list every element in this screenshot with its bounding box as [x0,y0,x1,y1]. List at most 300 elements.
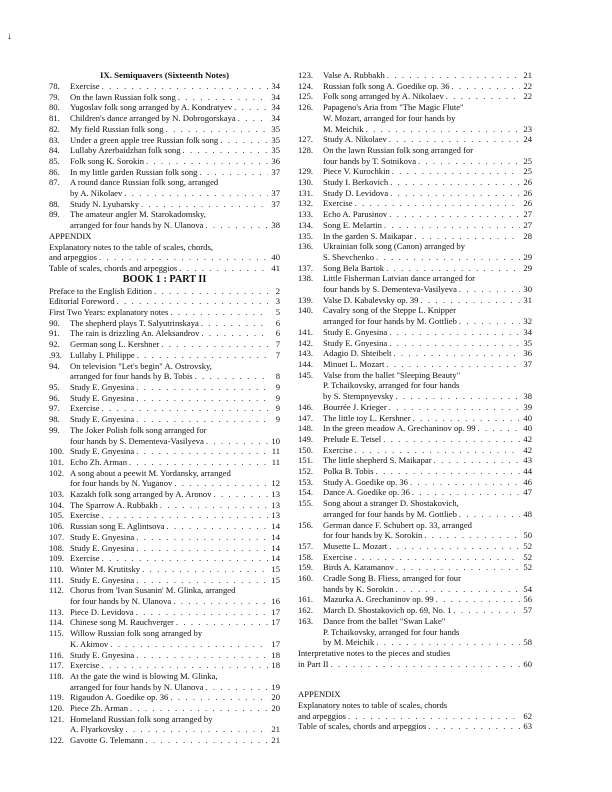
dot-leader [145,735,268,746]
entry-number: 142. [298,337,314,348]
dot-leader [102,660,268,671]
toc-right-column [298,70,532,732]
dot-leader [410,477,520,488]
entry-title [323,70,385,81]
entry-number: 95. [49,381,60,392]
plain-line: Interpretative notes to the pieces and studies [298,647,451,658]
page-number: 46 [523,476,532,487]
page-number: 21 [523,70,532,80]
entry-number: 163. [298,615,314,626]
entry-title [70,532,134,543]
entry-continuation: hands by K. Sorokin [323,583,394,594]
plain-line: First Two Years: explanatory notes [49,307,169,318]
dot-leader [102,403,268,414]
toc-left-column [49,70,280,746]
entry-title [70,135,218,146]
entry-title-main: Minuet L. Mozart [323,358,385,369]
dot-leader [389,338,520,349]
entry-number: 89. [49,209,60,220]
entry-title [70,468,231,479]
page-number: 26 [523,187,532,198]
toc-line [49,188,280,199]
entry-title-main: Valse D. Kabalevsky op. 39 [323,294,419,305]
page-number: 54 [523,583,532,594]
entry-title-main: Little Fisherman Latvian dance arranged for [323,273,475,284]
toc-entry [298,541,532,552]
page-number: 20 [271,703,280,714]
entry-number: 107. [49,531,65,542]
entry-title [70,318,199,329]
entry-number: 160. [298,573,314,584]
toc-entry [49,543,280,554]
entry-number: 88. [49,198,60,209]
entry-number: 146. [298,401,314,412]
toc-line [298,380,532,391]
entry-title-main: Echo A. Parusinov [323,209,388,220]
toc-line [298,252,532,263]
entry-number: 106. [49,521,65,532]
dot-leader [124,188,268,199]
page-number: 35 [271,123,280,134]
plain-line: Explanatory notes to table of scales, chords [298,700,448,711]
dot-leader [102,81,268,92]
dot-leader [136,446,268,457]
page-number: 13 [271,489,280,500]
entry-title [70,113,236,124]
toc-line [298,156,532,167]
dot-leader [136,543,268,554]
entry-title [323,359,384,370]
entry-number: 150. [298,444,314,455]
entry-title-rest: arranged by N. Dobrogorskaya [127,113,236,124]
toc-line [49,436,280,447]
dot-leader [415,231,521,242]
page-number: 28 [523,230,532,241]
dot-leader [434,455,520,466]
dot-leader [205,220,268,231]
entry-number: 96. [49,392,60,403]
plain-line: and arpeggios [49,252,97,263]
page-number: 14 [271,553,280,564]
toc-entry [49,92,280,103]
page-number: 34 [271,102,280,113]
entry-continuation: for four hands by N. Ulanova [70,596,172,607]
toc-entry [49,489,280,500]
dot-leader [395,391,520,402]
page-number: 40 [523,412,532,423]
page-number: 62 [523,710,532,721]
entry-number: 118. [49,670,64,681]
page-number: 42 [523,444,532,455]
dot-leader [453,605,520,616]
entry-number: 82. [49,123,60,134]
entry-title-main: Rigaudon A. Goedike op. 36 [70,692,169,703]
entry-title [70,167,197,178]
entry-number: 137. [298,262,314,273]
entry-number: 102. [49,467,65,478]
page-number: 15 [271,563,280,574]
dot-leader [386,359,520,370]
toc-entry [49,521,280,532]
entry-title-main: The amateur angler M. Starokadomsky, [70,209,206,220]
page-number: 34 [271,113,280,124]
entry-title [323,177,388,188]
toc-line [298,721,532,732]
page-number: 29 [523,251,532,262]
section-heading: BOOK 1 : PART II [122,273,207,285]
entry-title [323,573,461,584]
dot-leader [452,81,520,92]
entry-number: 92. [49,339,60,350]
entry-title [323,91,444,102]
entry-number: 158. [298,551,314,562]
plain-line: in Part II [298,658,329,669]
entry-number: 84. [49,145,60,156]
entry-title-main: Exercise [323,198,353,209]
dot-leader [383,434,520,445]
entry-title-main: Exercise [323,444,353,455]
entry-title-main: Valse A. Rubbakh [323,70,385,80]
page-number: 27 [523,219,532,230]
entry-title-main: Study N. Lyubarsky [70,198,139,209]
page-number: 12 [271,478,280,489]
entry-number: 149. [298,433,314,444]
dot-leader [389,402,520,413]
entry-title-main: Study E. Gnyesina [70,392,135,403]
plain-line: Editorial Foreword [49,296,115,307]
dot-leader [137,350,268,361]
page-number: 16 [271,596,280,607]
entry-title [323,305,456,316]
entry-title [70,575,134,586]
toc-entry [298,434,532,445]
page-number: 42 [523,433,532,444]
entry-title [323,81,450,92]
entry-title-main: Cradle Song B. Fliess, arranged for four [323,573,461,584]
entry-title [323,338,387,349]
dot-leader [136,414,268,425]
dot-leader [394,348,520,359]
entry-number: 113. [49,606,64,617]
entry-number: 110. [49,563,64,574]
toc-entry [49,671,280,682]
spacer [298,669,532,679]
toc-entry [298,423,532,434]
toc-entry [49,81,280,92]
page-number: 9 [275,381,280,392]
entry-number: 103. [49,489,65,500]
dot-leader [389,541,520,552]
entry-continuation: arranged for four hands by B. Tobis [70,371,193,382]
toc-line [298,391,532,402]
dot-leader [179,263,268,274]
page-number: 24 [523,134,532,145]
entry-number: 99. [49,424,60,435]
toc-entry [49,393,280,404]
dot-leader [392,166,520,177]
entry-number: 90. [49,317,60,328]
page-number: 38 [271,220,280,231]
page-number: 52 [523,551,532,562]
toc-entry [49,167,280,178]
entry-number: 119. [49,692,64,703]
entry-title [323,562,394,573]
dot-leader [167,521,268,532]
dot-leader [418,156,520,167]
dot-leader [355,198,520,209]
entry-title-main: In my little garden Russian folk song [70,166,198,177]
page-number: 3 [275,296,280,307]
page-number: 38 [523,391,532,402]
entry-continuation: arranged for four hands by N. Ulanova [70,220,204,231]
entry-title-main: Song Bela Bartok [323,262,385,273]
toc-entry [49,575,280,586]
entry-title [70,361,212,372]
page-number: 60 [523,658,532,669]
toc-entry [49,339,280,350]
entry-title-main: Study E. Gnyesina [70,542,135,553]
entry-title [70,124,164,135]
entry-title [323,498,459,509]
entry-continuation: by M. Meichik [323,637,375,648]
dot-leader [428,721,520,732]
toc-entry [298,177,532,188]
toc-entry [298,273,532,284]
dot-leader [348,711,520,722]
toc-entry [49,500,280,511]
entry-title-main: Study I. Berkovich [323,177,389,188]
entry-continuation: four hands by S. Dementeva-Vasilyeva [70,435,204,446]
toc-line [298,124,532,135]
page-number: 58 [523,637,532,648]
toc-entry [298,413,532,424]
toc-entry [49,457,280,468]
entry-title [70,543,134,554]
plain-line: APPENDIX [49,230,92,241]
toc-entry [298,166,532,177]
page-number: 17 [271,638,280,649]
dot-leader [174,478,268,489]
entry-title-main: On television "Let's begin" A. Ostrovsky, [70,360,212,371]
page-number: 43 [523,455,532,466]
toc-entry [298,198,532,209]
toc-entry [49,403,280,414]
entry-title-main: A song about a peewit M. Yordansky, arranged [70,467,231,478]
dot-leader [161,339,268,350]
toc-line [49,242,280,253]
entry-title-main: In the garden S. Maikapar [323,230,413,241]
entry-number: 141. [298,326,314,337]
dot-leader [110,639,268,650]
entry-title-main: Study E. Gnyesina [323,326,388,337]
dot-leader [117,296,268,307]
entry-title-main: German song L. Kershner [70,339,160,350]
entry-title-main: Piece Zh. Arman [70,703,128,714]
toc-line [49,682,280,693]
entry-title [70,735,143,746]
toc-entry [49,703,280,714]
toc-line [49,371,280,382]
page-number: 15 [271,574,280,585]
toc-entry [49,145,280,156]
entry-number: 114. [49,617,64,628]
entry-title-main: Homeland Russian folk song arranged by [70,713,213,724]
toc-line [49,296,280,307]
page-number: 13 [271,499,280,510]
page-number: 17 [271,606,280,617]
toc-entry [49,553,280,564]
page-number: 27 [523,209,532,220]
page-number: 20 [271,692,280,703]
entry-title-main: Under a green apple tree Russian folk song [70,134,219,145]
toc-line [298,711,532,722]
page-number: 37 [523,358,532,369]
plain-line: Table of scales, chords and arpeggios [298,721,427,732]
entry-title-main: Winter M. Krutitsky [70,563,141,574]
toc-entry [49,564,280,575]
toc-entry [298,134,532,145]
entry-title [70,585,235,596]
entry-title [70,617,174,628]
toc-entry [49,209,280,220]
entry-title-main: The Sparrow A. Rubbakh [70,499,158,510]
dot-leader [176,617,268,628]
entry-title [70,328,199,339]
toc-entry [49,361,280,372]
entry-number: 117. [49,660,64,671]
entry-continuation: four hands by T. Sotnikova [323,155,417,166]
toc-line [49,639,280,650]
entry-number: 131. [298,187,314,198]
entry-title-main: Study E. Gnyesina [70,649,135,660]
entry-title [323,552,353,563]
toc-entry [49,650,280,661]
entry-continuation: arranged for four hands by N. Ulanova [70,681,204,692]
dot-leader [384,220,520,231]
entry-title [323,541,387,552]
dot-leader [396,584,520,595]
page-number: 6 [275,328,280,339]
toc-entry [298,81,532,92]
entry-title [70,510,100,521]
page-number: 34 [271,81,280,91]
entry-number: 152. [298,466,314,477]
toc-line [298,284,532,295]
toc-entry [298,445,532,456]
entry-number: 125. [298,91,314,102]
page-number: 6 [275,317,280,328]
entry-number: 87. [49,177,60,188]
entry-title [70,102,232,113]
entry-title-main: Exercise [70,553,100,564]
entry-title-main: Exercise [323,551,353,562]
toc-entry [298,102,532,113]
dot-leader [170,307,268,318]
toc-entry [49,318,280,329]
entry-title-main: Gavotte G. Telemann [70,735,144,746]
page-number: 21 [271,724,280,735]
corner-mark: ↓ [7,31,12,42]
entry-number: 154. [298,487,314,498]
entry-title-main: On the lawn Russian folk song arranged for [323,144,474,155]
dot-leader [424,530,520,541]
entry-number: 151. [298,455,314,466]
entry-title-main: Study E. Gnyesina [70,414,135,425]
toc-entry [49,414,280,425]
dot-leader [238,113,268,124]
entry-title [70,156,144,167]
entry-number: 128. [298,144,314,155]
dot-leader [390,177,520,188]
entry-title [70,489,212,500]
entry-title [323,220,382,231]
page-number: 29 [523,262,532,273]
page-number: 21 [271,735,280,746]
page-number: 57 [523,605,532,616]
page-number: 7 [275,349,280,360]
entry-title-main: Papageno's Aria from "The Magic Flute" [323,102,464,113]
toc-line [298,316,532,327]
entry-number: 139. [298,294,314,305]
entry-number: 135. [298,230,314,241]
toc-entry [49,156,280,167]
page-number: 18 [271,649,280,660]
page-number: 9 [275,403,280,414]
entry-title [70,650,134,661]
plain-line: Preface to the English Edition [49,285,153,296]
page-number: 35 [271,134,280,145]
entry-title [70,81,100,92]
entry-title [70,660,100,671]
toc-entry [49,714,280,725]
entry-number: 159. [298,562,314,573]
toc-line [49,231,280,242]
entry-title-main: Study E. Gnyesina [70,446,135,457]
entry-title-main: The Joker Polish folk song arranged for [70,424,207,435]
entry-number: 98. [49,414,60,425]
entry-number: 127. [298,134,314,145]
toc-entry [49,735,280,746]
entry-number: 83. [49,134,60,145]
page-number: 14 [271,521,280,532]
entry-title [70,628,202,639]
dot-leader [220,135,268,146]
toc-entry [298,70,532,81]
entry-title [70,425,207,436]
entry-continuation: S. Shevchenko [323,251,375,262]
entry-title-main: Study E. Gnyesina [70,531,135,542]
toc-entry [298,327,532,338]
entry-title-main: Folk song K. Sorokin [70,155,145,166]
dot-leader [129,457,268,468]
toc-entry [49,617,280,628]
entry-title [70,177,218,188]
dot-leader [201,318,268,329]
entry-number: 153. [298,476,314,487]
dot-leader [154,286,268,297]
toc-line [298,700,532,711]
entry-title [70,199,139,210]
toc-line [49,478,280,489]
page-number: 52 [523,540,532,551]
toc-entry [49,124,280,135]
entry-title [70,145,181,156]
page-number: 5 [275,307,280,318]
entry-number: 144. [298,358,314,369]
entry-title-rest: arranged by A. Aronov [130,489,212,500]
toc-entry [298,520,532,531]
entry-title [70,382,134,393]
